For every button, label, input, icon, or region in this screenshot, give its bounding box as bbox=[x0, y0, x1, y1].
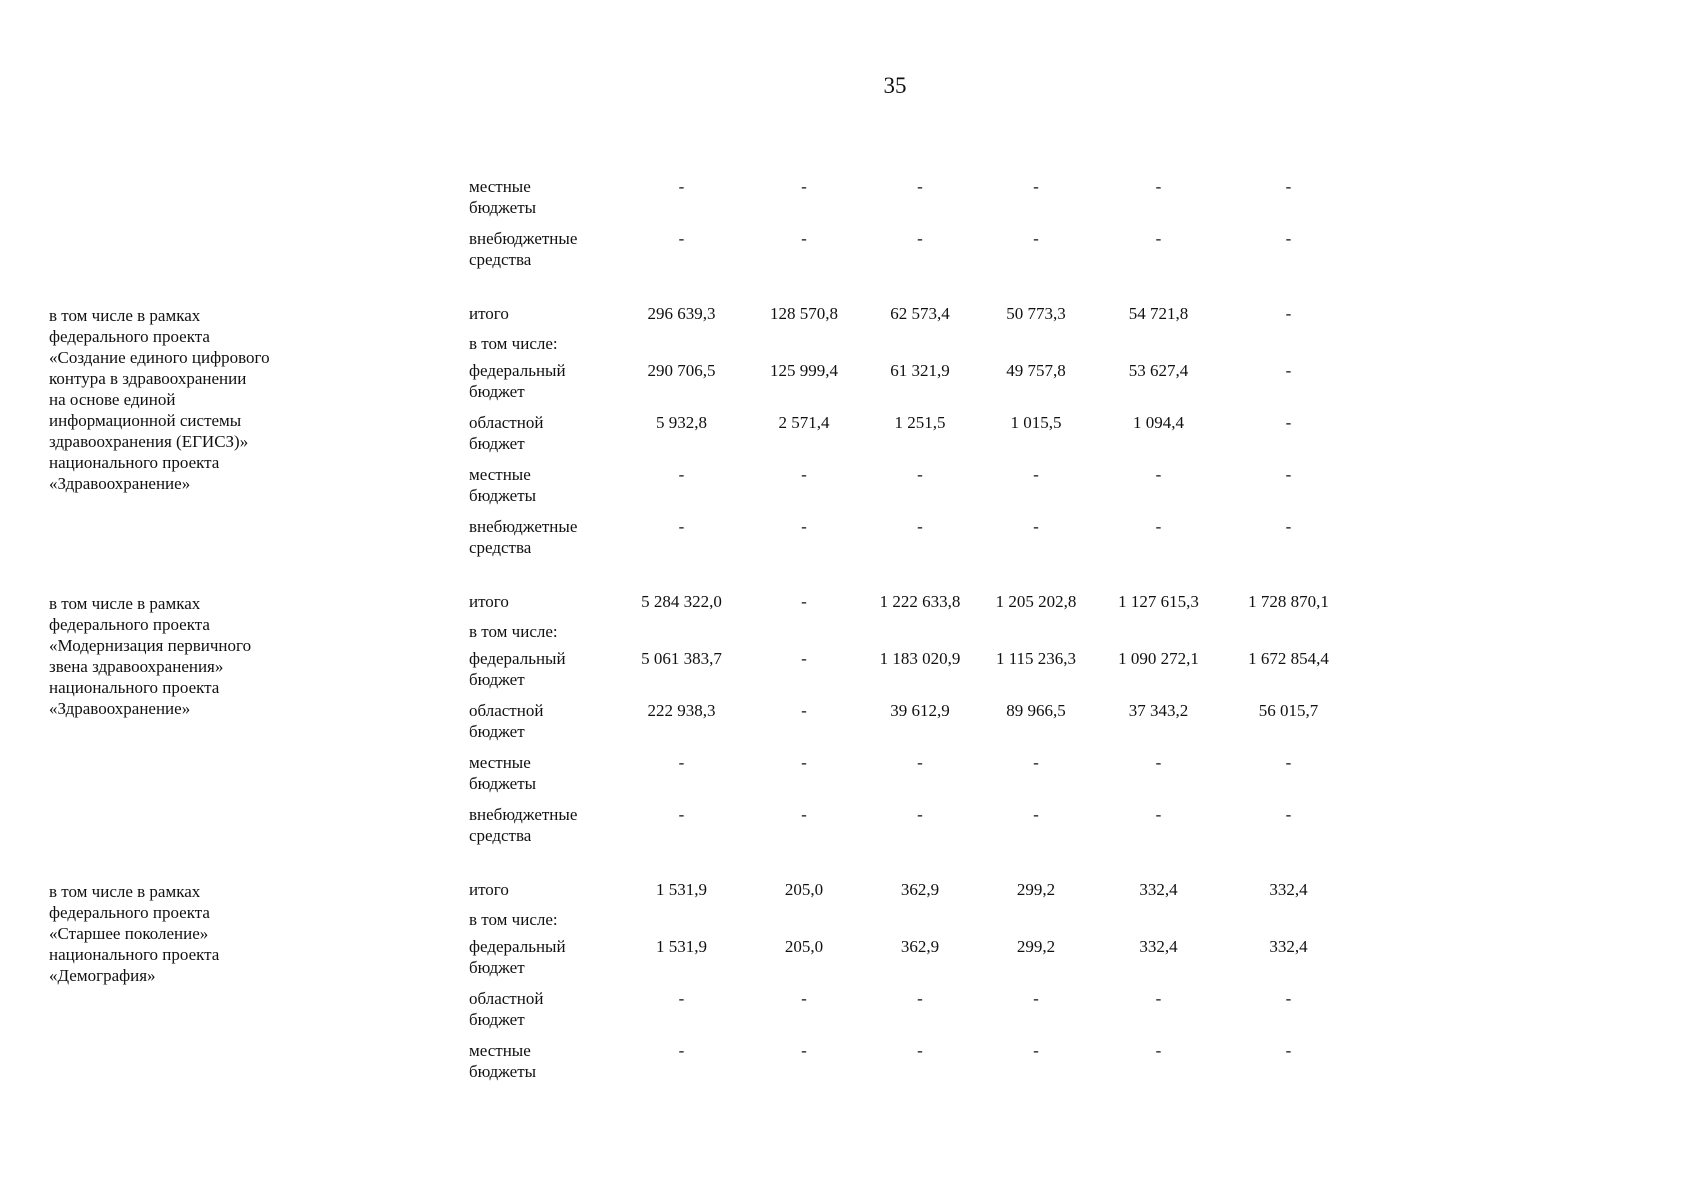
table-row bbox=[469, 412, 1329, 464]
row-category bbox=[469, 936, 619, 978]
value-cell: - bbox=[801, 1041, 807, 1060]
table-row bbox=[469, 228, 1329, 280]
row-category-line: областной bbox=[469, 989, 544, 1008]
table-row bbox=[469, 591, 1329, 621]
value-cell: - bbox=[1155, 1041, 1162, 1060]
value-cell: - bbox=[1285, 361, 1292, 380]
row-category bbox=[469, 176, 619, 218]
value-cell: 2 571,4 bbox=[778, 413, 830, 432]
table-row bbox=[469, 988, 1329, 1040]
row-category bbox=[469, 303, 619, 324]
value-cell: 1 090 272,1 bbox=[1118, 649, 1199, 668]
group-rows bbox=[469, 176, 1329, 280]
row-category bbox=[469, 804, 619, 846]
value-cell: - bbox=[801, 989, 807, 1008]
row-category-line: бюджет bbox=[469, 382, 525, 401]
value-cell: 362,9 bbox=[900, 880, 940, 899]
value-cell: 205,0 bbox=[784, 880, 824, 899]
group-label-line: национального проекта bbox=[49, 945, 220, 964]
group-label bbox=[49, 591, 469, 856]
value-cell: 205,0 bbox=[784, 937, 824, 956]
table-row bbox=[469, 1040, 1329, 1092]
table-row bbox=[469, 700, 1329, 752]
value-cell: 332,4 bbox=[1269, 880, 1308, 899]
table-row bbox=[469, 648, 1329, 700]
value-cell: - bbox=[678, 465, 685, 484]
value-cell: 332,4 bbox=[1139, 937, 1178, 956]
table-row bbox=[469, 909, 1329, 936]
value-cell: - bbox=[801, 805, 807, 824]
value-cell: - bbox=[917, 177, 923, 196]
value-cell: - bbox=[917, 1041, 923, 1060]
value-cell: - bbox=[678, 517, 685, 536]
value-cell: 1 115 236,3 bbox=[995, 649, 1077, 668]
row-category-line: областной bbox=[469, 413, 544, 432]
table-row bbox=[469, 879, 1329, 909]
group-label-line: «Здравоохранение» bbox=[49, 699, 191, 718]
value-cell: 290 706,5 bbox=[647, 361, 716, 380]
table-row bbox=[469, 464, 1329, 516]
value-cell: - bbox=[678, 753, 685, 772]
page-number: 35 bbox=[883, 73, 907, 98]
group-label-line: «Здравоохранение» bbox=[49, 474, 191, 493]
group-rows bbox=[469, 303, 1329, 568]
value-cell: - bbox=[1033, 989, 1039, 1008]
row-category bbox=[469, 1040, 619, 1082]
value-cell: - bbox=[1155, 229, 1162, 248]
value-cell: 222 938,3 bbox=[647, 701, 716, 720]
value-cell: 296 639,3 bbox=[647, 304, 716, 323]
row-category bbox=[469, 621, 619, 642]
group-label-line: федерального проекта bbox=[49, 903, 210, 922]
value-cell: - bbox=[801, 701, 807, 720]
value-cell: - bbox=[1155, 177, 1162, 196]
row-category-line: бюджет bbox=[469, 958, 525, 977]
value-cell: - bbox=[1033, 517, 1039, 536]
value-cell: - bbox=[1033, 177, 1039, 196]
value-cell: - bbox=[1285, 229, 1292, 248]
row-category-line: бюджеты bbox=[469, 198, 537, 217]
group-label-line: на основе единой bbox=[49, 390, 176, 409]
value-cell: 37 343,2 bbox=[1128, 701, 1189, 720]
row-category-line: местные bbox=[469, 753, 531, 772]
value-cell: 50 773,3 bbox=[1006, 304, 1066, 323]
table-group bbox=[49, 303, 1349, 568]
group-label-line: информационной системы bbox=[49, 411, 242, 430]
group-label bbox=[49, 879, 469, 1092]
group-label-line: здравоохранения (ЕГИСЗ)» bbox=[49, 432, 249, 451]
table-row bbox=[469, 804, 1329, 856]
value-cell: 1 728 870,1 bbox=[1248, 592, 1329, 611]
row-category-line: бюджет bbox=[469, 722, 525, 741]
row-category-line: бюджет bbox=[469, 434, 525, 453]
value-cell: - bbox=[1285, 753, 1292, 772]
table-row bbox=[469, 752, 1329, 804]
row-category bbox=[469, 988, 619, 1030]
table-row bbox=[469, 176, 1329, 228]
value-cell: 56 015,7 bbox=[1258, 701, 1319, 720]
value-cell: 128 570,8 bbox=[770, 304, 838, 323]
value-cell: - bbox=[1155, 753, 1162, 772]
row-category-line: областной bbox=[469, 701, 544, 720]
value-cell: - bbox=[801, 592, 807, 611]
value-cell: - bbox=[1285, 1041, 1292, 1060]
group-rows bbox=[469, 591, 1329, 856]
group-label bbox=[49, 176, 469, 280]
value-cell: 299,2 bbox=[1016, 880, 1056, 899]
value-cell: 299,2 bbox=[1016, 937, 1056, 956]
row-category-line: внебюджетные bbox=[469, 229, 578, 248]
row-category-line: итого bbox=[469, 304, 509, 323]
value-cell: 89 966,5 bbox=[1006, 701, 1066, 720]
value-cell: - bbox=[1033, 465, 1039, 484]
value-cell: - bbox=[678, 229, 685, 248]
table-row bbox=[469, 303, 1329, 333]
value-cell: 1 672 854,4 bbox=[1248, 649, 1329, 668]
value-cell: 5 284 322,0 bbox=[641, 592, 722, 611]
value-cell: - bbox=[917, 465, 923, 484]
value-cell: 125 999,4 bbox=[770, 361, 838, 380]
group-label-line: «Демография» bbox=[49, 966, 156, 985]
value-cell: - bbox=[1285, 989, 1292, 1008]
row-category bbox=[469, 516, 619, 558]
value-cell: - bbox=[917, 989, 923, 1008]
table-group bbox=[49, 879, 1349, 1092]
value-cell: 1 127 615,3 bbox=[1118, 592, 1199, 611]
group-label-line: федерального проекта bbox=[49, 615, 210, 634]
row-category bbox=[469, 700, 619, 742]
group-label bbox=[49, 303, 469, 568]
value-cell: - bbox=[801, 465, 807, 484]
value-cell: 1 222 633,8 bbox=[879, 592, 961, 611]
row-category-line: федеральный bbox=[469, 649, 566, 668]
group-label-line: национального проекта bbox=[49, 453, 220, 472]
row-category-line: в том числе: bbox=[469, 910, 558, 929]
row-category-line: местные bbox=[469, 177, 531, 196]
row-category bbox=[469, 464, 619, 506]
value-cell: - bbox=[801, 517, 807, 536]
value-cell: - bbox=[1155, 465, 1162, 484]
value-cell: - bbox=[1033, 805, 1039, 824]
value-cell: - bbox=[1285, 413, 1292, 432]
value-cell: 1 531,9 bbox=[656, 880, 707, 899]
value-cell: 332,4 bbox=[1139, 880, 1178, 899]
table-group bbox=[49, 176, 1349, 280]
value-cell: - bbox=[1285, 177, 1292, 196]
value-cell: - bbox=[1285, 805, 1292, 824]
value-cell: 362,9 bbox=[900, 937, 940, 956]
row-category-line: внебюджетные bbox=[469, 517, 578, 536]
value-cell: - bbox=[1033, 753, 1039, 772]
value-cell: 1 205 202,8 bbox=[995, 592, 1077, 611]
group-label-line: в том числе в рамках bbox=[49, 594, 201, 613]
table-row bbox=[469, 360, 1329, 412]
value-cell: 332,4 bbox=[1269, 937, 1308, 956]
group-label-line: контура в здравоохранении bbox=[49, 369, 247, 388]
value-cell: - bbox=[678, 177, 685, 196]
value-cell: - bbox=[917, 753, 923, 772]
group-label-line: «Модернизация первичного bbox=[49, 636, 252, 655]
value-cell: 62 573,4 bbox=[890, 304, 950, 323]
row-category bbox=[469, 648, 619, 690]
value-cell: - bbox=[801, 753, 807, 772]
group-label-line: «Создание единого цифрового bbox=[49, 348, 270, 367]
row-category-line: средства bbox=[469, 250, 532, 269]
value-cell: - bbox=[1285, 517, 1292, 536]
group-label-line: в том числе в рамках bbox=[49, 306, 201, 325]
value-cell: - bbox=[1285, 304, 1292, 323]
value-cell: 39 612,9 bbox=[890, 701, 950, 720]
value-cell: 1 015,5 bbox=[1010, 413, 1062, 432]
row-category-line: средства bbox=[469, 538, 532, 557]
row-category-line: итого bbox=[469, 880, 509, 899]
row-category-line: местные bbox=[469, 465, 531, 484]
value-cell: - bbox=[678, 989, 685, 1008]
value-cell: - bbox=[801, 229, 807, 248]
row-category bbox=[469, 360, 619, 402]
value-cell: 1 251,5 bbox=[894, 413, 946, 432]
row-category-line: бюджеты bbox=[469, 774, 537, 793]
value-cell: 5 932,8 bbox=[656, 413, 707, 432]
row-category bbox=[469, 879, 619, 900]
value-cell: - bbox=[917, 517, 923, 536]
row-category-line: средства bbox=[469, 826, 532, 845]
value-cell: - bbox=[1033, 1041, 1039, 1060]
value-cell: - bbox=[1155, 517, 1162, 536]
table-row bbox=[469, 333, 1329, 360]
value-cell: 1 531,9 bbox=[656, 937, 707, 956]
value-cell: - bbox=[1033, 229, 1039, 248]
row-category-line: итого bbox=[469, 592, 509, 611]
group-label-line: «Старшее поколение» bbox=[49, 924, 209, 943]
value-cell: - bbox=[1155, 989, 1162, 1008]
budget-table bbox=[49, 176, 1349, 1092]
row-category bbox=[469, 333, 619, 354]
row-category bbox=[469, 591, 619, 612]
group-label-line: в том числе в рамках bbox=[49, 882, 201, 901]
row-category-line: федеральный bbox=[469, 361, 566, 380]
table-row bbox=[469, 621, 1329, 648]
row-category-line: бюджет bbox=[469, 670, 525, 689]
value-cell: - bbox=[678, 1041, 685, 1060]
group-label-line: звена здравоохранения» bbox=[49, 657, 224, 676]
value-cell: 5 061 383,7 bbox=[641, 649, 722, 668]
value-cell: 53 627,4 bbox=[1128, 361, 1189, 380]
value-cell: - bbox=[1155, 805, 1162, 824]
value-cell: - bbox=[1285, 465, 1292, 484]
row-category-line: местные bbox=[469, 1041, 531, 1060]
value-cell: 1 183 020,9 bbox=[879, 649, 961, 668]
row-category-line: федеральный bbox=[469, 937, 566, 956]
value-cell: - bbox=[801, 177, 807, 196]
value-cell: - bbox=[917, 229, 923, 248]
row-category-line: в том числе: bbox=[469, 334, 558, 353]
row-category-line: бюджеты bbox=[469, 1062, 537, 1081]
row-category-line: в том числе: bbox=[469, 622, 558, 641]
row-category-line: бюджеты bbox=[469, 486, 537, 505]
value-cell: 1 094,4 bbox=[1133, 413, 1184, 432]
table-row bbox=[469, 936, 1329, 988]
group-rows bbox=[469, 879, 1329, 1092]
value-cell: - bbox=[801, 649, 807, 668]
value-cell: 49 757,8 bbox=[1006, 361, 1066, 380]
row-category-line: бюджет bbox=[469, 1010, 525, 1029]
value-cell: 61 321,9 bbox=[890, 361, 950, 380]
table-group bbox=[49, 591, 1349, 856]
row-category bbox=[469, 228, 619, 270]
row-category bbox=[469, 909, 619, 930]
value-cell: - bbox=[917, 805, 923, 824]
table-row bbox=[469, 516, 1329, 568]
row-category bbox=[469, 412, 619, 454]
row-category-line: внебюджетные bbox=[469, 805, 578, 824]
row-category bbox=[469, 752, 619, 794]
group-label-line: федерального проекта bbox=[49, 327, 210, 346]
group-label-line: национального проекта bbox=[49, 678, 220, 697]
value-cell: 54 721,8 bbox=[1128, 304, 1189, 323]
value-cell: - bbox=[678, 805, 685, 824]
